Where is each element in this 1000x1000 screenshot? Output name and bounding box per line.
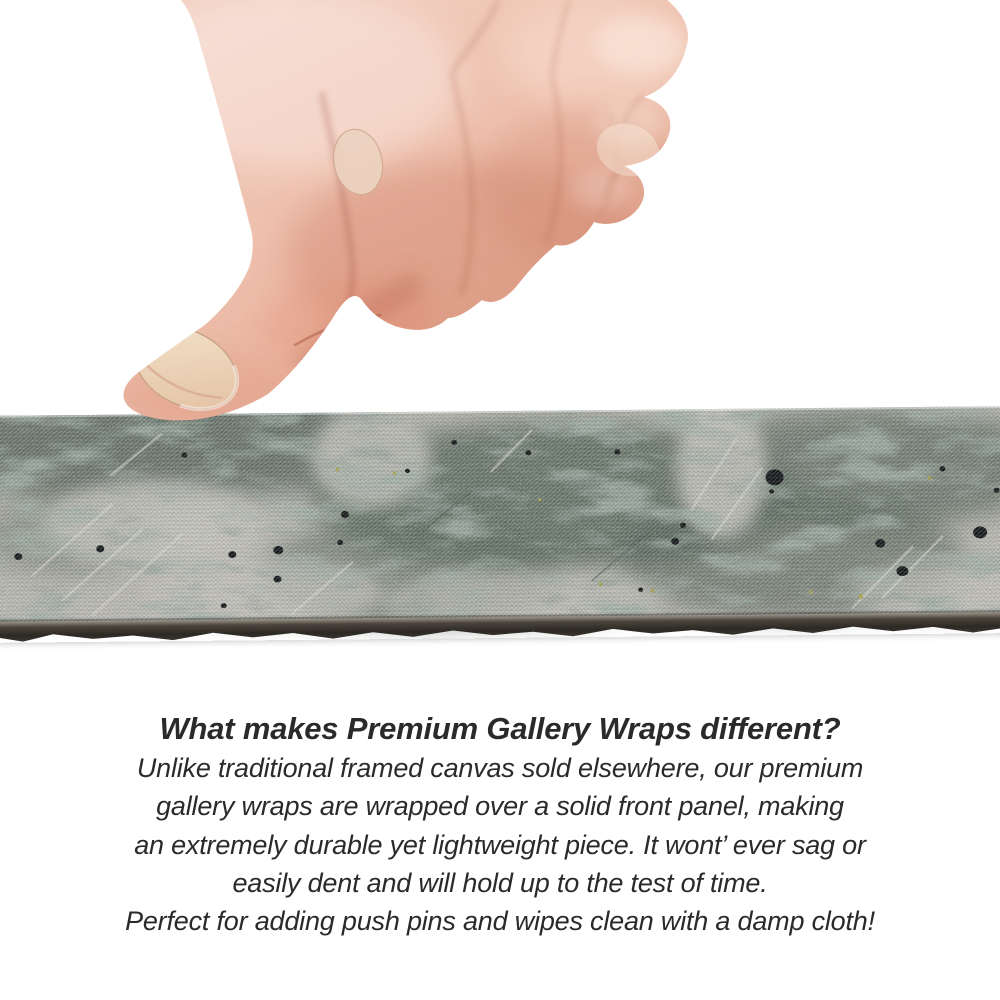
body-line-3: an extremely durable yet lightweight piece. It wont’ ever sag or <box>134 829 866 860</box>
body-line-5: Perfect for adding push pins and wipes clean with a damp cloth! <box>125 906 875 937</box>
body-line-4: easily dent and will hold up to the test of time. <box>232 867 768 898</box>
hand-photo <box>0 0 1000 442</box>
page-title: What makes Premium Gallery Wraps different? <box>159 711 841 746</box>
hand <box>90 0 730 442</box>
body-line-2: gallery wraps are wrapped over a solid front panel, making <box>156 791 844 822</box>
text-section <box>0 709 1000 940</box>
hand-illustration <box>0 0 1000 442</box>
body-line-1: Unlike traditional framed canvas sold elsewhere, our premium <box>136 753 864 783</box>
